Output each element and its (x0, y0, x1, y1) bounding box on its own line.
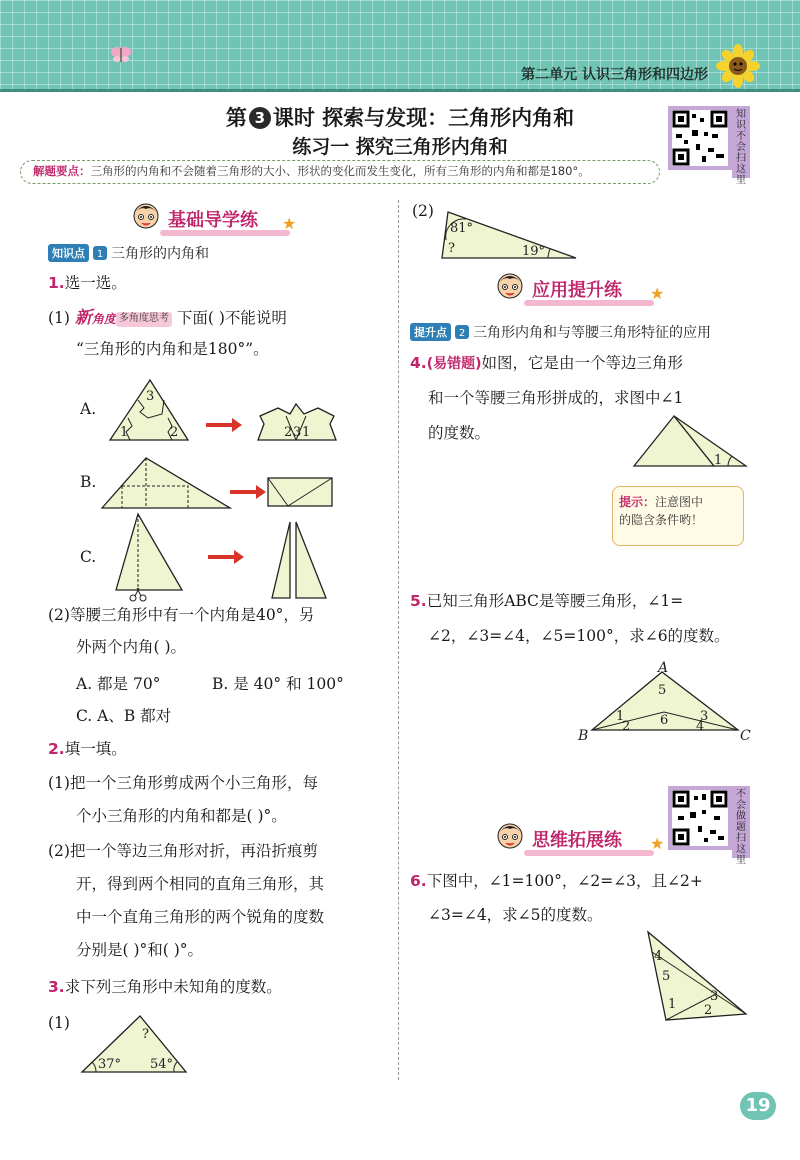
figure-q6 (644, 930, 748, 1022)
svg-text:?: ? (448, 241, 455, 256)
svg-text:5: 5 (662, 969, 671, 984)
q4-text-1: 如图，它是由一个等边三角形 (481, 354, 683, 372)
svg-text:2: 2 (704, 1003, 713, 1018)
svg-text:?: ? (142, 1027, 149, 1042)
arrow-icon (206, 547, 246, 567)
q5-number: 5. (410, 592, 427, 610)
q1-part2-option-b: B. 是 40° 和 100° (212, 675, 344, 693)
section-title-basic: 基础导学练 (168, 210, 258, 231)
section-banner-think (494, 820, 664, 854)
q2-p1-line2: 个小三角形的内角和都是( )°。 (76, 807, 287, 825)
q3-title: 求下列三角形中未知角的度数。 (64, 978, 282, 996)
q1-title: 选一选。 (64, 274, 127, 292)
q3-p1-label: (1) (48, 1014, 70, 1032)
q2-title: 填一填。 (64, 740, 127, 758)
q6-line2: ∠3=∠4，求∠5的度数。 (428, 906, 603, 924)
q1-p1-text: 下面( )不能说明 (176, 309, 287, 327)
figure-q3-triangle-1 (80, 1014, 188, 1074)
figure-q3-triangle-2 (440, 210, 578, 260)
svg-text:B: B (578, 728, 589, 744)
q1-part2-line2: 外两个内角( )。 (76, 638, 187, 656)
improve-tag (410, 322, 711, 342)
option-c-label: C. (80, 548, 97, 566)
arrow-icon (228, 482, 268, 502)
q2-p2-line2: 开，得到两个相同的直角三角形，其 (76, 875, 325, 893)
svg-text:1: 1 (302, 425, 311, 440)
improve-box: 提升点 (410, 323, 451, 341)
q3-heading (48, 978, 282, 997)
svg-text:54°: 54° (150, 1057, 174, 1072)
hint-line2: 的隐含条件哟！ (619, 513, 704, 527)
q6-line1 (410, 872, 703, 891)
number-badge-icon (455, 325, 469, 339)
figure-option-a-rearranged (256, 402, 338, 442)
svg-text:19°: 19° (522, 244, 546, 259)
svg-text:1: 1 (96, 249, 104, 260)
hint-box (612, 486, 744, 546)
section-title-think: 思维拓展练 (532, 830, 622, 851)
number-badge-icon (93, 246, 107, 260)
knowledge-text: 三角形的内角和 (111, 246, 209, 262)
svg-text:81°: 81° (450, 221, 474, 236)
q2-heading (48, 740, 127, 759)
svg-text:5: 5 (658, 683, 667, 698)
q3-number: 3. (48, 978, 65, 996)
new-tag-2: 角度 (91, 312, 116, 326)
svg-text:3: 3 (700, 709, 709, 724)
q4-tag: (易错题) (426, 356, 482, 372)
arrow-icon (204, 415, 244, 435)
unit-title: 第二单元 认识三角形和四边形 (521, 67, 708, 83)
tip-text: 三角形的内角和不会随着三角形的大小、形状的变化而发生变化，所有三角形的内角和都是180°。 (90, 164, 590, 178)
svg-text:1: 1 (714, 453, 723, 468)
section-banner-apply (494, 270, 664, 304)
q6-number: 6. (410, 872, 427, 890)
hint-label: 提示： (619, 495, 656, 509)
q4-line2: 和一个等腰三角形拼成的，求图中∠1 (428, 389, 684, 407)
q1-part1-line1 (48, 308, 287, 329)
q1-part1-line2: “三角形的内角和是180°”。 (76, 340, 269, 358)
qr-code-help[interactable] (668, 786, 732, 850)
svg-text:37°: 37° (98, 1057, 122, 1072)
q4-number: 4. (410, 354, 427, 372)
q4-line1 (410, 354, 683, 374)
student-icon (130, 200, 162, 234)
q6-text-1: 下图中，∠1=100°，∠2=∠3，且∠2+ (426, 872, 703, 890)
q5-line1 (410, 592, 683, 611)
knowledge-tag (48, 243, 209, 263)
figure-option-b-triangle (100, 456, 232, 510)
hint-line1: 注意图中 (655, 495, 704, 509)
student-icon (494, 820, 526, 854)
page-number: 19 (740, 1092, 776, 1120)
svg-text:2: 2 (284, 425, 293, 440)
student-icon (494, 270, 526, 304)
qr-side-label-1: 知识不会扫这里 (732, 106, 750, 178)
q2-p2-line3: 中一个直角三角形的两个锐角的度数 (76, 908, 325, 926)
star-icon: ★ (282, 214, 297, 233)
lesson-number: 3 (249, 107, 271, 129)
svg-text:A: A (658, 660, 669, 676)
svg-text:4: 4 (696, 719, 705, 734)
star-icon: ★ (650, 284, 665, 303)
figure-option-c-triangle (114, 512, 184, 604)
svg-text:2: 2 (458, 328, 466, 339)
new-sub-tag: 多角度思考 (116, 312, 172, 327)
column-divider (398, 200, 399, 1080)
q1-number: 1. (48, 274, 65, 292)
tip-label: 解题要点： (33, 164, 91, 178)
improve-text: 三角形内角和与等腰三角形特征的应用 (473, 325, 711, 341)
tip-bar (20, 160, 660, 184)
svg-text:2: 2 (170, 425, 179, 440)
svg-text:1: 1 (668, 997, 677, 1012)
option-a-label: A. (80, 400, 97, 418)
svg-text:3: 3 (146, 389, 155, 404)
knowledge-box: 知识点 (48, 244, 89, 262)
svg-text:4: 4 (654, 949, 663, 964)
lesson-suffix: 课时 探索与发现：三角形内角和 (272, 106, 575, 130)
svg-text:6: 6 (660, 713, 669, 728)
q2-number: 2. (48, 740, 65, 758)
q1-part2-option-a: A. 都是 70° (76, 675, 161, 693)
figure-q4 (632, 414, 748, 468)
exercise-title: 练习一 探究三角形内角和 (292, 136, 508, 158)
q2-p1-line1: (1)把一个三角形剪成两个小三角形，每 (48, 774, 318, 792)
svg-text:2: 2 (622, 719, 631, 734)
q5-line2: ∠2，∠3=∠4，∠5=100°，求∠6的度数。 (428, 627, 730, 645)
star-icon: ★ (650, 834, 665, 853)
lesson-prefix: 第 (225, 106, 247, 130)
q4-line3: 的度数。 (428, 424, 491, 442)
q1-part2-option-c: C. A、B 都对 (76, 707, 172, 725)
figure-q5 (574, 660, 754, 744)
figure-option-a-triangle (108, 378, 190, 442)
qr-side-label-2: 不会做题扫这里 (732, 786, 750, 858)
svg-text:3: 3 (710, 989, 719, 1004)
q5-text-1: 已知三角形ABC是等腰三角形，∠1= (426, 592, 684, 610)
q1-heading (48, 274, 127, 293)
q2-p2-line4: 分别是( )°和( )°。 (76, 941, 204, 959)
option-b-label: B. (80, 473, 97, 491)
qr-code-knowledge[interactable] (668, 106, 732, 170)
q3-p2-label: (2) (412, 202, 434, 220)
sunflower-icon (716, 44, 760, 88)
svg-text:1: 1 (120, 425, 129, 440)
figure-option-c-folded (270, 520, 328, 600)
svg-text:1: 1 (616, 709, 625, 724)
butterfly-icon (110, 44, 132, 64)
q2-p2-line1: (2)把一个等边三角形对折，再沿折痕剪 (48, 842, 318, 860)
new-tag: 新 (74, 308, 92, 328)
svg-text:C: C (740, 728, 751, 744)
svg-text:3: 3 (293, 425, 302, 440)
q1-part2-line1: (2)等腰三角形中有一个内角是40°，另 (48, 606, 315, 624)
section-banner-basic (130, 200, 300, 234)
figure-option-b-rectangle (266, 476, 334, 508)
q1-p1-prefix: (1) (48, 309, 70, 327)
section-title-apply: 应用提升练 (532, 280, 622, 301)
